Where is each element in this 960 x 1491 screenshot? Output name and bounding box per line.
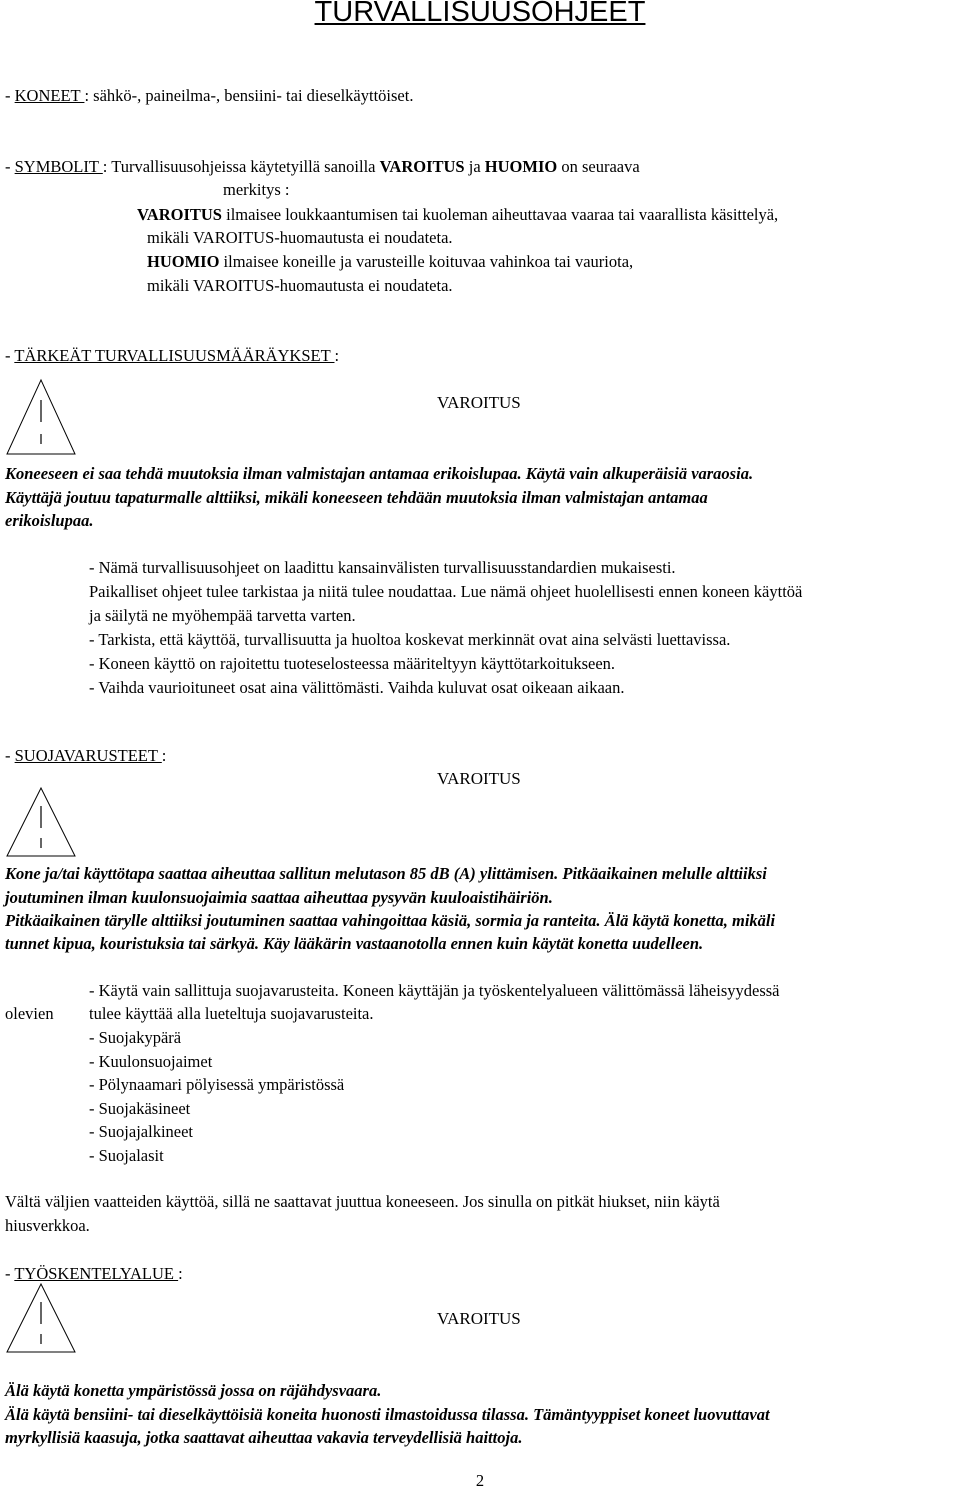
- suojavarusteet-warning-line-4: tunnet kipua, kouristuksia tai särkyä. Käy lääkärin vastaanotolla ennen kuin käytät konetta uudelleen.: [5, 934, 704, 953]
- symbolit-varoitus-def: [137, 205, 778, 225]
- koneet-heading: KONEET: [14, 86, 85, 105]
- tyoskentelyalue-heading: TYÖSKENTELYALUE: [14, 1264, 179, 1283]
- tyoskentelyalue-warning-line-1: Älä käytä konetta ympäristössä jossa on räjähdysvaara.: [5, 1381, 382, 1400]
- suojavarusteet-warning-line-1: Kone ja/tai käyttötapa saattaa aiheuttaa sallitun melutason 85 dB (A) ylittämisen. Pitkäaikainen melulle alttiiksi: [5, 864, 767, 883]
- symbolit-text-e: on seuraava: [557, 157, 640, 176]
- suojavarusteet-list-line-3: - Suojakypärä: [89, 1028, 182, 1047]
- symbolit-huomio-def-line2: mikäli VAROITUS-huomautusta ei noudateta.: [147, 276, 453, 295]
- tyoskentelyalue-warning-line-3: myrkyllisiä kaasuja, jotka saattavat aiheuttaa vakavia terveydellisiä haittoja.: [5, 1428, 523, 1447]
- suojavarusteet-note-line-2: hiusverkkoa.: [5, 1216, 90, 1235]
- symbolit-varoitus-def-line2: mikäli VAROITUS-huomautusta ei noudateta.: [147, 228, 453, 247]
- tarkeat-body-line-5: - Koneen käyttö on rajoitettu tuoteselosteessa määriteltyyn käyttötarkoitukseen.: [89, 654, 616, 673]
- suojavarusteet-side-word: olevien: [5, 1004, 54, 1023]
- suojavarusteet-list-line-1: - Käytä vain sallittuja suojavarusteita. Koneen käyttäjän ja työskentelyalueen välittömässä läheisyydessä: [89, 981, 780, 1000]
- warning-triangle-icon: [5, 378, 77, 456]
- tarkeat-warning-line-2: Käyttäjä joutuu tapaturmalle alttiiksi, mikäli koneeseen tehdään muutoksia ilman valmistajan antamaa: [5, 488, 708, 507]
- tarkeat-body-line-3: ja säilytä ne myöhempää tarvetta varten.: [89, 606, 356, 625]
- tyoskentelyalue-varoitus-label: VAROITUS: [437, 1309, 521, 1328]
- suojavarusteet-note-line-1: Vältä väljien vaatteiden käyttöä, sillä ne saattavat juuttua koneeseen. Jos sinulla on pitkät hiukset, niin käytä: [5, 1192, 720, 1211]
- tarkeat-prefix: -: [5, 346, 15, 365]
- symbolit-text-a: : Turvallisuusohjeissa käytetyillä sanoilla: [102, 157, 380, 176]
- tarkeat-body-line-1: - Nämä turvallisuusohjeet on laadittu kansainvälisten turvallisuusstandardien mukaisesti.: [89, 558, 676, 577]
- suojavarusteet-list-line-4: - Kuulonsuojaimet: [89, 1052, 213, 1071]
- tarkeat-suffix: :: [334, 346, 340, 365]
- symbolit-text-c: ja: [464, 157, 485, 176]
- symbolit-huomio-word: HUOMIO: [484, 157, 558, 176]
- symbolit-huomio-def: [147, 252, 633, 272]
- tarkeat-warning-line-1: Koneeseen ei saa tehdä muutoksia ilman valmistajan antamaa erikoislupaa. Käytä vain alkuperäisiä varaosia.: [5, 464, 754, 483]
- tarkeat-warning-line-3: erikoislupaa.: [5, 511, 94, 530]
- koneet-prefix: -: [5, 86, 15, 105]
- suojavarusteet-warning-line-2: joutuminen ilman kuulonsuojaimia saattaa aiheuttaa pysyvän kuuloaistihäiriön.: [5, 888, 553, 907]
- page-title: TURVALLISUUSOHJEET: [314, 0, 646, 28]
- tyoskentelyalue-heading-line: [5, 1264, 183, 1284]
- tarkeat-body-line-4: - Tarkista, että käyttöä, turvallisuutta ja huoltoa koskevat merkinnät ovat aina selvästi luettavissa.: [89, 630, 731, 649]
- tyoskentelyalue-suffix: :: [178, 1264, 183, 1283]
- huomio-def-text: ilmaisee koneille ja varusteille koituvaa vahinkoa tai vauriota,: [219, 252, 634, 271]
- koneet-line: [5, 86, 413, 106]
- tarkeat-heading: TÄRKEÄT TURVALLISUUSMÄÄRÄYKSET: [14, 346, 335, 365]
- suojavarusteet-list-line-2: tulee käyttää alla lueteltuja suojavarusteita.: [89, 1004, 374, 1023]
- koneet-text: : sähkö-, paineilma-, bensiini- tai dieselkäyttöiset.: [84, 86, 414, 105]
- suojavarusteet-list-line-8: - Suojalasit: [89, 1146, 164, 1165]
- page-number: 2: [475, 1471, 485, 1490]
- suojavarusteet-heading: SUOJAVARUSTEET: [14, 746, 162, 765]
- tarkeat-body-line-6: - Vaihda vaurioituneet osat aina välittömästi. Vaihda kuluvat osat oikeaan aikaan.: [89, 678, 625, 697]
- symbolit-prefix: -: [5, 157, 15, 176]
- huomio-def-word: HUOMIO: [147, 252, 220, 271]
- suojavarusteet-list-line-5: - Pölynaamari pölyisessä ympäristössä: [89, 1075, 345, 1094]
- symbolit-varoitus-word: VAROITUS: [379, 157, 465, 176]
- suojavarusteet-heading-line: [5, 746, 166, 766]
- suojavarusteet-prefix: -: [5, 746, 15, 765]
- symbolit-line: [5, 157, 640, 177]
- symbolit-merkitys: merkitys :: [223, 180, 290, 199]
- varoitus-def-text: ilmaisee loukkaantumisen tai kuoleman aiheuttavaa vaaraa tai vaarallista käsittelyä,: [221, 205, 779, 224]
- tyoskentelyalue-prefix: -: [5, 1264, 15, 1283]
- tarkeat-varoitus-label: VAROITUS: [437, 393, 521, 412]
- symbolit-heading: SYMBOLIT: [14, 157, 103, 176]
- varoitus-def-word: VAROITUS: [137, 205, 222, 224]
- suojavarusteet-varoitus-label: VAROITUS: [437, 769, 521, 788]
- warning-triangle-icon: [5, 786, 77, 858]
- suojavarusteet-list-line-6: - Suojakäsineet: [89, 1099, 191, 1118]
- suojavarusteet-suffix: :: [161, 746, 167, 765]
- suojavarusteet-list-line-7: - Suojajalkineet: [89, 1122, 194, 1141]
- warning-triangle-icon: [5, 1282, 77, 1354]
- tarkeat-heading-line: [5, 346, 339, 366]
- tarkeat-body-line-2: Paikalliset ohjeet tulee tarkistaa ja niitä tulee noudattaa. Lue nämä ohjeet huolellisesti ennen koneen käyttöä: [89, 582, 803, 601]
- tyoskentelyalue-warning-line-2: Älä käytä bensiini- tai dieselkäyttöisiä koneita huonosti ilmastoidussa tilassa. Tämäntyyppiset koneet luovuttavat: [5, 1405, 770, 1424]
- suojavarusteet-warning-line-3: Pitkäaikainen tärylle alttiiksi joutuminen saattaa vahingoittaa käsiä, sormia ja ranteita. Älä käytä konetta, mikäli: [5, 911, 776, 930]
